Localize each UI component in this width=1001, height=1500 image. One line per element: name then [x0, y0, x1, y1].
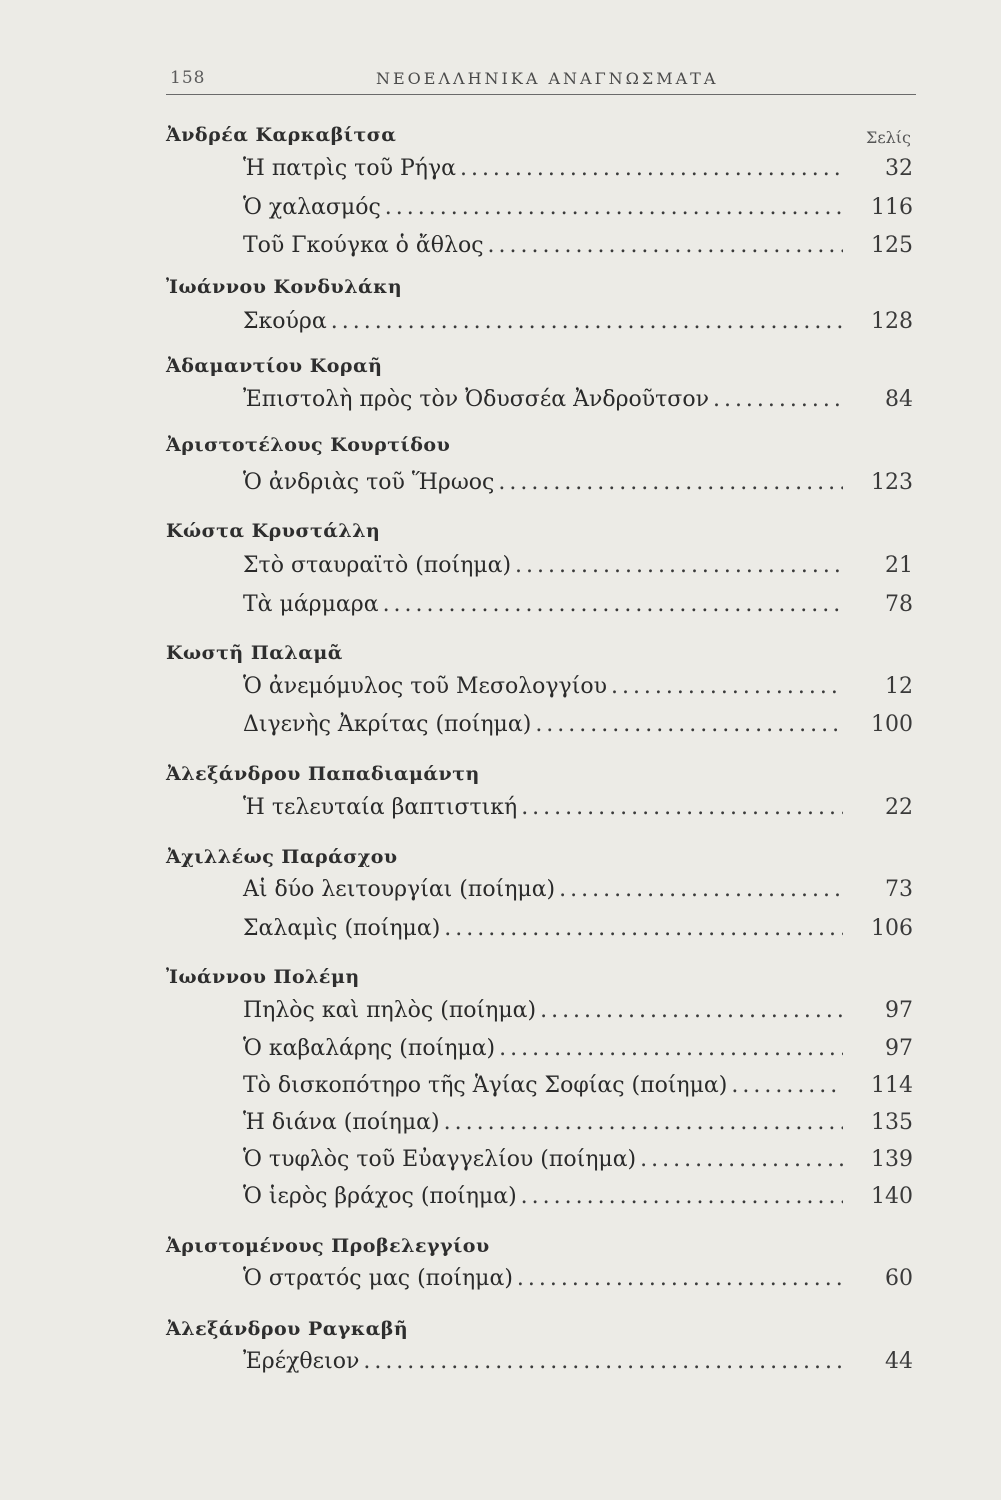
entry-title: Ἡ τελευταία βαπτιστική	[243, 795, 518, 820]
entry-page: 32	[885, 156, 913, 181]
entry-title: Ὁ ἀνδριὰς τοῦ Ἥρωος	[243, 470, 495, 495]
toc-entry	[243, 549, 913, 583]
page-number: 158	[170, 68, 206, 88]
leader-dots	[517, 1262, 843, 1296]
toc-entry	[243, 791, 913, 825]
toc-entry	[243, 588, 913, 622]
toc-entry	[243, 466, 913, 500]
author-heading: Ἀλεξάνδρου Παπαδιαμάντη	[166, 763, 480, 785]
entry-title: Ὁ καβαλάρης (ποίημα)	[243, 1036, 496, 1061]
entry-page: 100	[871, 712, 913, 737]
entry-title: Ἐπιστολὴ πρὸς τὸν Ὀδυσσέα Ἀνδροῦτσον	[243, 387, 709, 412]
leader-dots	[460, 152, 843, 186]
entry-title: Τὰ μάρμαρα	[243, 592, 379, 617]
toc-entry	[243, 191, 913, 225]
leader-dots	[383, 588, 843, 622]
leader-dots	[540, 994, 843, 1028]
entry-page: 106	[871, 916, 913, 941]
entry-page: 22	[885, 795, 913, 820]
entry-title: Ὁ ἱερὸς βράχος (ποίημα)	[243, 1184, 517, 1209]
leader-dots	[611, 670, 843, 704]
toc-entry	[243, 1262, 913, 1296]
leader-dots	[444, 912, 843, 946]
leader-dots	[521, 791, 843, 825]
leader-dots	[521, 1180, 843, 1214]
entry-title: Τοῦ Γκούγκα ὁ ἄθλος	[243, 233, 484, 258]
toc-entry	[243, 229, 913, 263]
entry-page: 73	[885, 877, 913, 902]
entry-page: 123	[871, 470, 913, 495]
author-heading: Ἰωάννου Κονδυλάκη	[166, 276, 403, 298]
entry-page: 12	[885, 674, 913, 699]
toc-entry	[243, 383, 913, 417]
running-title: ΝΕΟΕΛΛΗΝΙΚΑ ΑΝΑΓΝΩΣΜΑΤΑ	[376, 69, 719, 88]
leader-dots	[331, 305, 843, 339]
toc-entry	[243, 1180, 913, 1214]
leader-dots	[559, 873, 843, 907]
author-heading: Κώστα Κρυστάλλη	[166, 520, 381, 542]
entry-title: Στὸ σταυραϊτὸ (ποίημα)	[243, 553, 512, 578]
running-header	[166, 64, 916, 95]
entry-title: Ὁ τυφλὸς τοῦ Εὐαγγελίου (ποίημα)	[243, 1147, 637, 1172]
entry-page: 21	[885, 553, 913, 578]
entry-page: 78	[885, 592, 913, 617]
author-heading: Ἀριστομένους Προβελεγγίου	[166, 1235, 490, 1257]
entry-title: Ἡ διάνα (ποίημα)	[243, 1110, 440, 1135]
entry-title: Διγενὴς Ἀκρίτας (ποίημα)	[243, 712, 532, 737]
leader-dots	[499, 1032, 843, 1066]
leader-dots	[385, 191, 843, 225]
toc-entry	[243, 708, 913, 742]
author-heading: Ἰωάννου Πολέμη	[166, 966, 360, 988]
entry-title: Ὁ ἀνεμόμυλος τοῦ Μεσολογγίου	[243, 674, 607, 699]
toc-entry	[243, 305, 913, 339]
toc-entry	[243, 1345, 913, 1379]
toc-entry	[243, 873, 913, 907]
page-column-heading: Σελίς	[866, 128, 911, 147]
entry-page: 60	[885, 1266, 913, 1291]
entry-page: 116	[871, 195, 913, 220]
leader-dots	[444, 1106, 843, 1140]
leader-dots	[640, 1143, 843, 1177]
author-heading: Κωστῆ Παλαμᾶ	[166, 642, 343, 664]
toc-entry	[243, 994, 913, 1028]
leader-dots	[535, 708, 843, 742]
toc-entry	[243, 912, 913, 946]
entry-page: 114	[871, 1073, 913, 1098]
leader-dots	[731, 1069, 843, 1103]
leader-dots	[515, 549, 843, 583]
entry-title: Σκούρα	[243, 309, 327, 334]
author-heading: Ἀδαμαντίου Κοραῆ	[166, 355, 383, 377]
entry-title: Αἱ δύο λειτουργίαι (ποίημα)	[243, 877, 556, 902]
toc-entry	[243, 1069, 913, 1103]
toc-entry	[243, 1106, 913, 1140]
leader-dots	[488, 229, 843, 263]
entry-page: 84	[885, 387, 913, 412]
entry-page: 97	[885, 998, 913, 1023]
toc-entry	[243, 1143, 913, 1177]
entry-page: 140	[871, 1184, 913, 1209]
entry-title: Ἡ πατρὶς τοῦ Ρήγα	[243, 156, 456, 181]
entry-title: Σαλαμὶς (ποίημα)	[243, 916, 441, 941]
toc-entry	[243, 152, 913, 186]
toc-entry	[243, 1032, 913, 1066]
entry-page: 139	[871, 1147, 913, 1172]
entry-title: Ἐρέχθειον	[243, 1349, 360, 1374]
author-heading: Ἀριστοτέλους Κουρτίδου	[166, 434, 451, 456]
leader-dots	[363, 1345, 843, 1379]
leader-dots	[498, 466, 843, 500]
entry-title: Ὁ στρατός μας (ποίημα)	[243, 1266, 513, 1291]
leader-dots	[713, 383, 843, 417]
entry-page: 97	[885, 1036, 913, 1061]
entry-page: 125	[871, 233, 913, 258]
entry-page: 135	[871, 1110, 913, 1135]
entry-title: Ὁ χαλασμός	[243, 195, 381, 220]
entry-title: Πηλὸς καὶ πηλὸς (ποίημα)	[243, 998, 537, 1023]
toc-entry	[243, 670, 913, 704]
author-heading: Ἀνδρέα Καρκαβίτσα	[166, 124, 397, 146]
entry-title: Τὸ δισκοπότηρο τῆς Ἁγίας Σοφίας (ποίημα)	[243, 1073, 728, 1098]
entry-page: 128	[871, 309, 913, 334]
author-heading: Ἀλεξάνδρου Ραγκαβῆ	[166, 1318, 409, 1340]
author-heading: Ἀχιλλέως Παράσχου	[166, 846, 398, 868]
entry-page: 44	[885, 1349, 913, 1374]
